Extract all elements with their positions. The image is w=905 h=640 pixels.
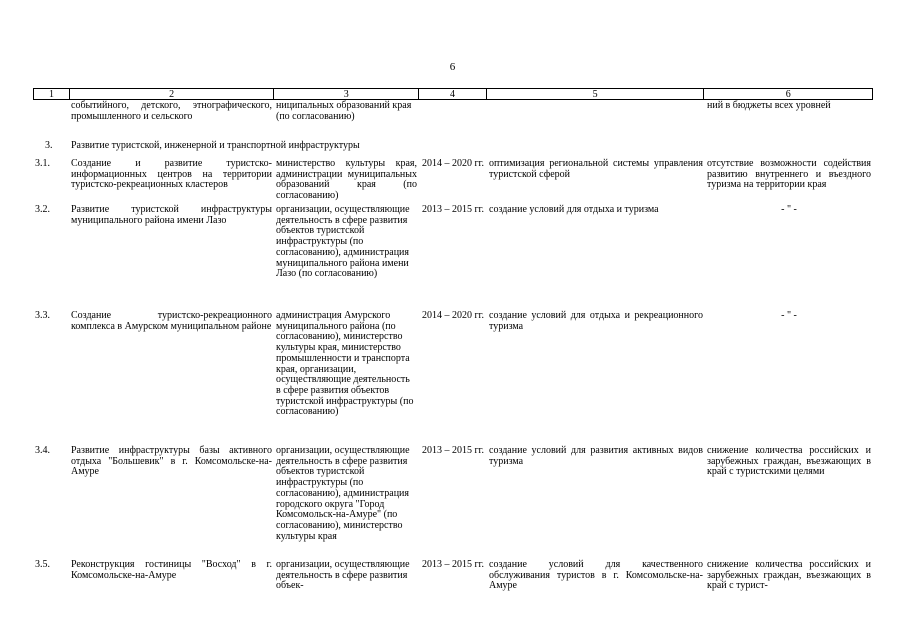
row-name: Развитие туристской инфраструктуры муниципального района имени Лазо — [71, 204, 272, 226]
row-result: создание условий для качественного обслуживания туристов в г. Комсомольске-на-Амуре — [489, 559, 703, 592]
table-row — [33, 311, 873, 446]
page-number: 6 — [449, 61, 456, 73]
row-effect: отсутствие возможности содействия развитию внутреннего и въездного туризма на территории края — [707, 158, 871, 191]
row-effect: - " - — [781, 310, 797, 321]
cont-effect: ний в бюджеты всех уровней — [707, 100, 831, 111]
row-result: создание условий для отдыха и туризма — [489, 204, 659, 215]
cont-name: событийного, детского, этнографического, промышленного и сельского — [71, 100, 272, 122]
header-col-2: 2 — [70, 89, 275, 99]
row-period: 2014 – 2020 гг. — [421, 310, 485, 321]
header-col-3: 3 — [274, 89, 419, 99]
row-result: создание условий для отдыха и рекреационного туризма — [489, 310, 703, 332]
row-result: оптимизация региональной системы управления туристской сферой — [489, 158, 703, 180]
row-name: Создание туристско-рекреационного комплекса в Амурском муниципальном районе — [71, 310, 272, 332]
row-number: 3.1. — [35, 158, 50, 169]
row-executor: организации, осуществляющие деятельность в сфере развития объектов туристской инфраструктуры (по согласованию), администрация муниципального района имени Лазо (по согласованию) — [276, 204, 410, 280]
row-executor: министерство культуры края, администрации муниципальных образований края (по согласованию) — [276, 158, 417, 202]
header-col-6: 6 — [785, 89, 791, 100]
header-col-5: 5 — [487, 89, 704, 99]
row-name: Реконструкция гостиницы "Восход" в г. Комсомольске-на-Амуре — [71, 559, 272, 581]
header-col-1: 1 — [34, 89, 70, 99]
row-number: 3.4. — [35, 445, 50, 456]
table-row-continuation — [33, 101, 873, 141]
table-row — [33, 159, 873, 205]
cont-exec: ниципальных образований края (по согласованию) — [276, 100, 412, 122]
table-row — [33, 560, 873, 600]
row-effect: снижение количества российских и зарубежных граждан, въезжающих в край с туристскими целями — [707, 445, 871, 478]
row-result: создание условий для развития активных видов туризма — [489, 445, 703, 467]
row-effect: снижение количества российских и зарубежных граждан, въезжающих в край с турист- — [707, 559, 871, 592]
section-number: 3. — [45, 140, 53, 151]
row-period: 2013 – 2015 гг. — [421, 559, 485, 570]
row-period: 2013 – 2015 гг. — [421, 204, 485, 215]
table-row — [33, 446, 873, 560]
row-executor: администрация Амурского муниципального района (по согласованию), министерство культуры края, министерство промышленности и транспорта края, организации, осуществляющие деятельность в сфере развития объектов туристской инфраструктуры (по согласованию) — [276, 310, 414, 418]
row-name: Развитие инфраструктуры базы активного отдыха "Большевик" в г. Комсомольске-на-Амуре — [71, 445, 272, 478]
table-body — [33, 101, 873, 600]
row-number: 3.2. — [35, 204, 50, 215]
row-effect: - " - — [781, 204, 797, 215]
row-number: 3.5. — [35, 559, 50, 570]
row-executor: организации, осуществляющие деятельность в сфере развития объек- — [276, 559, 410, 592]
header-col-4: 4 — [419, 89, 487, 99]
row-executor: организации, осуществляющие деятельность в сфере развития объектов туристской инфраструктуры (по согласованию), администрация городского округа "Город Комсомольск-на-Амуре" (по согласованию), министерство культуры края — [276, 445, 410, 542]
row-name: Создание и развитие туристско-информационных центров на территории туристско-рекреационных кластеров — [71, 158, 272, 191]
section-row — [33, 141, 873, 159]
table-header — [33, 88, 873, 100]
section-title: Развитие туристской, инженерной и транспортной инфраструктуры — [71, 140, 360, 151]
row-period: 2014 – 2020 гг. — [421, 158, 485, 169]
row-number: 3.3. — [35, 310, 50, 321]
row-period: 2013 – 2015 гг. — [421, 445, 485, 456]
table-row — [33, 205, 873, 311]
